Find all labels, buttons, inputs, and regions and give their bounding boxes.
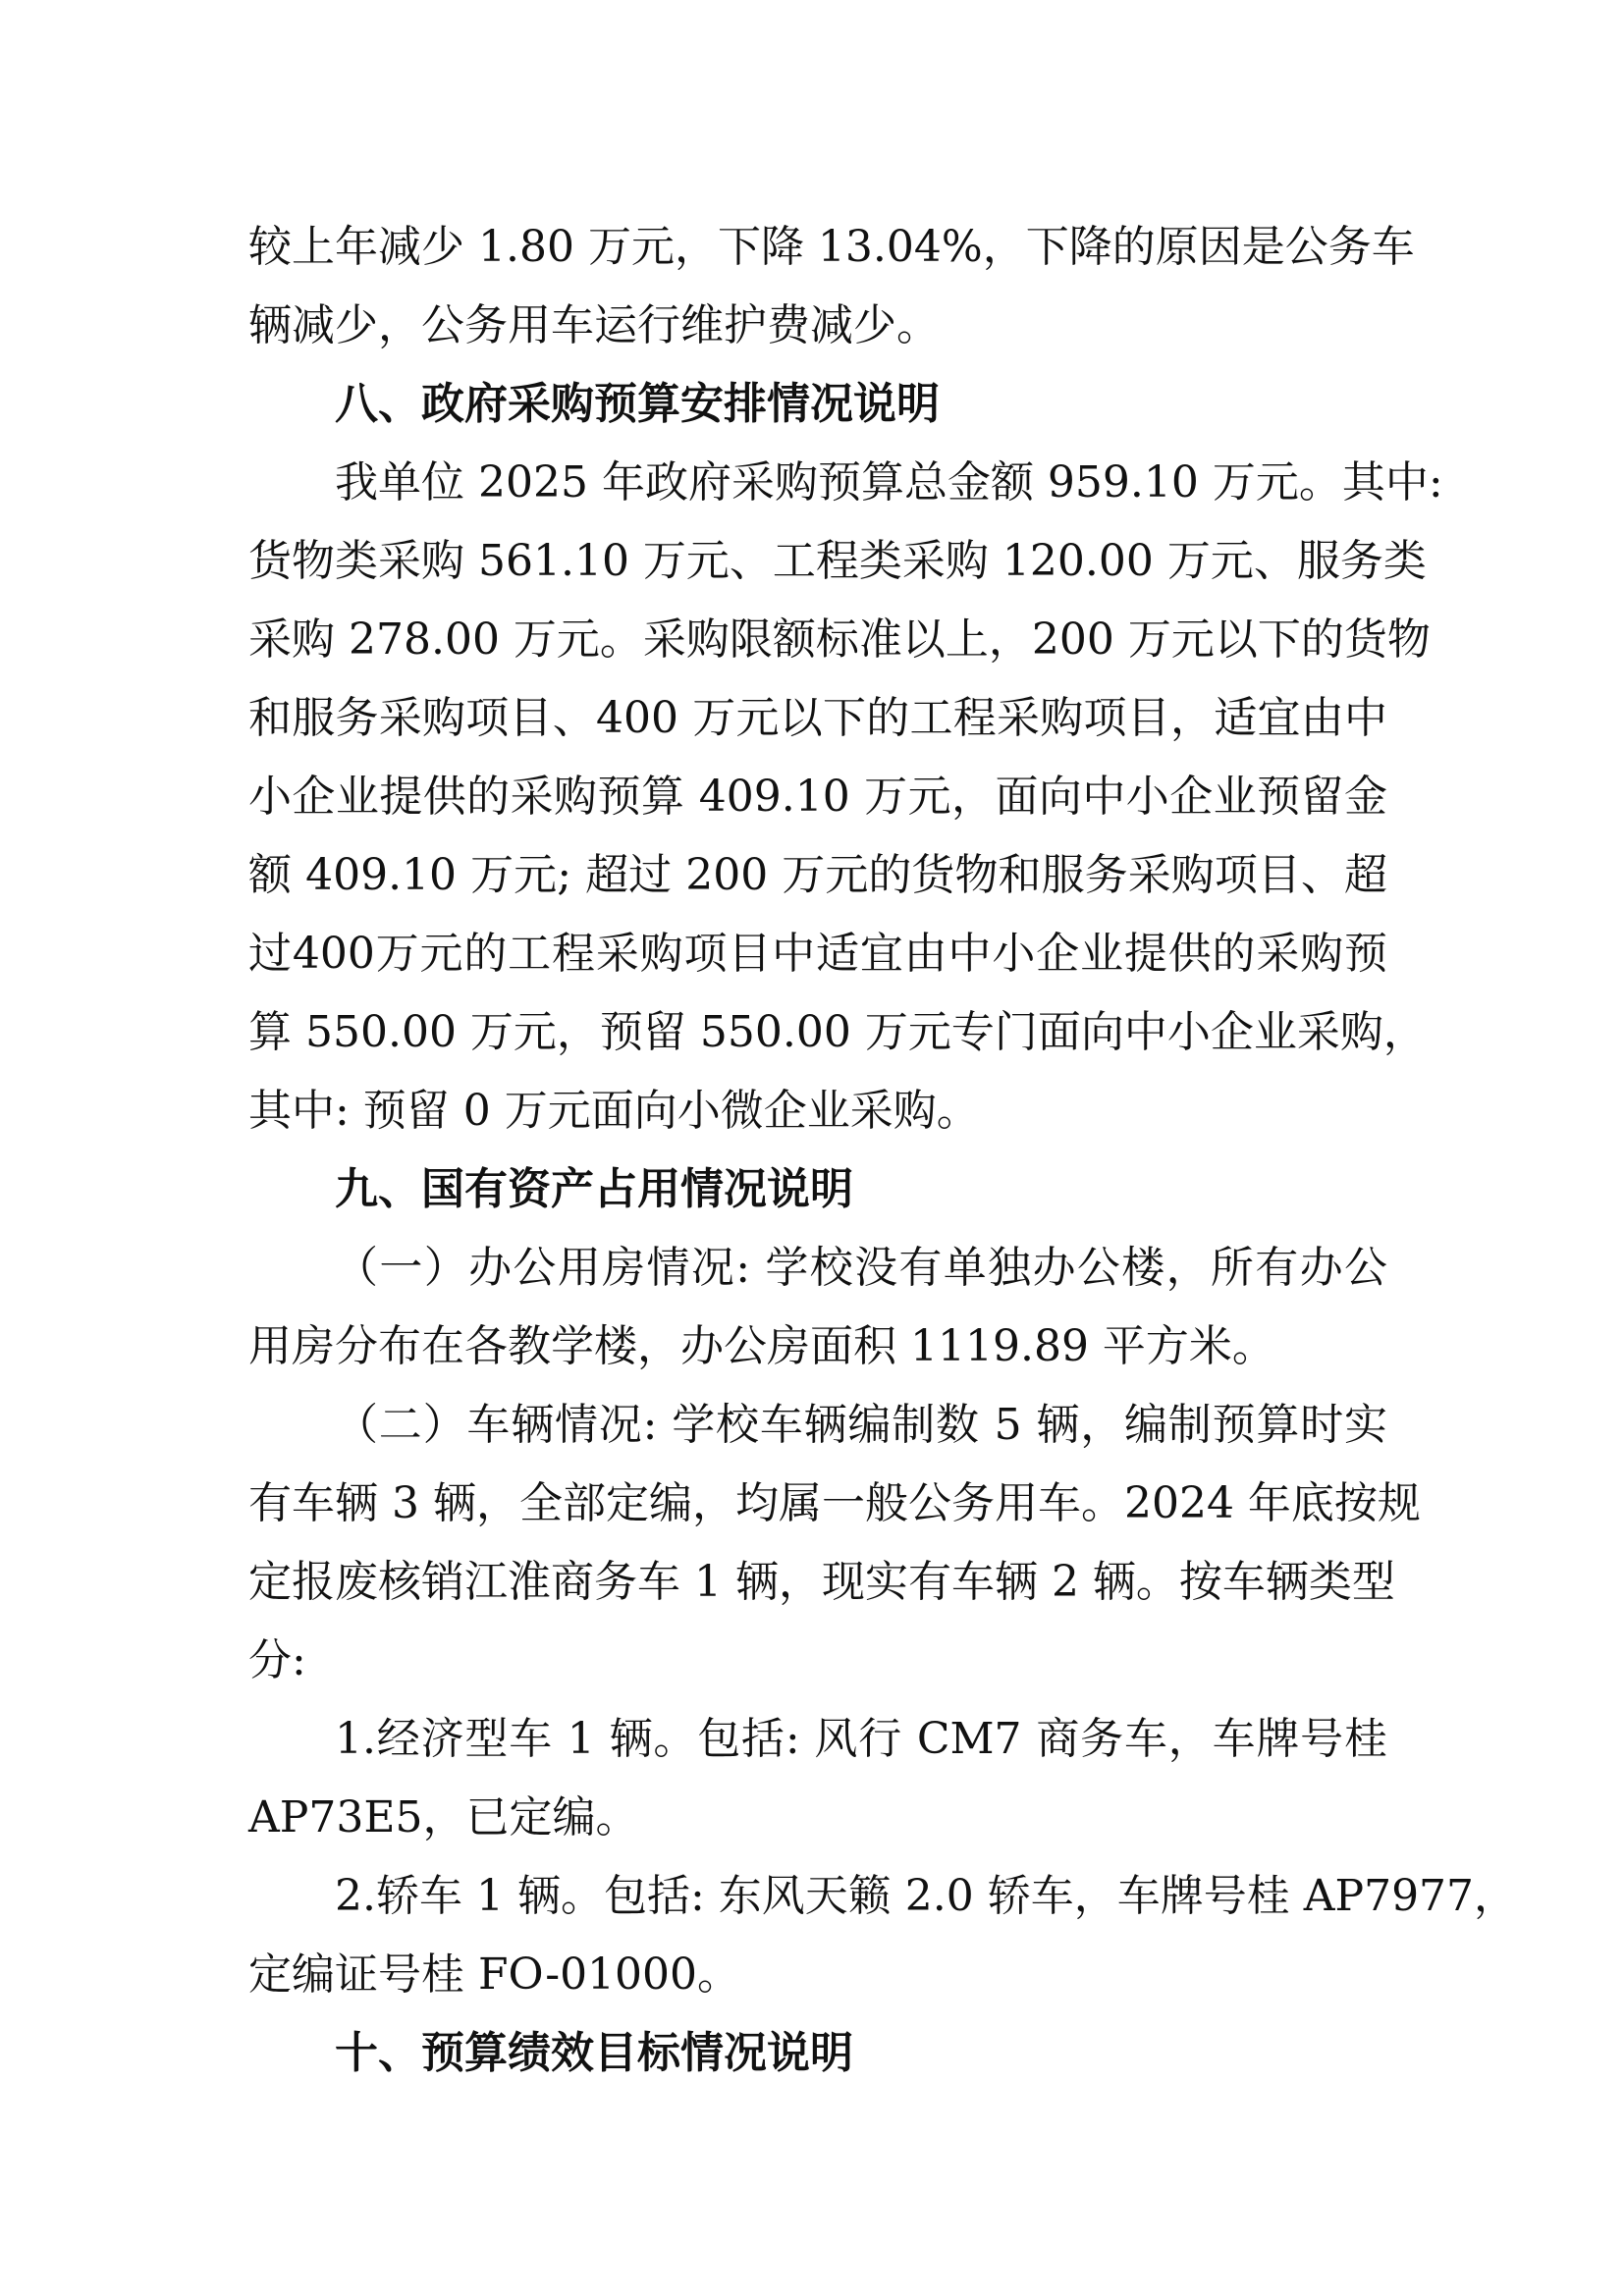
paragraph-line: 过400万元的工程采购项目中适宜由中小企业提供的采购预 bbox=[248, 929, 1387, 979]
paragraph-line: 分: bbox=[248, 1635, 306, 1685]
paragraph-line: 有车辆 3 辆，全部定编，均属一般公务用车。2024 年底按规 bbox=[248, 1478, 1421, 1528]
paragraph-line: 定编证号桂 FO-01000。 bbox=[248, 1949, 741, 2000]
document-body bbox=[248, 208, 1518, 2093]
paragraph-line: 和服务采购项目、400 万元以下的工程采购项目，适宜由中 bbox=[248, 693, 1387, 743]
paragraph-line: AP73E5，已定编。 bbox=[248, 1792, 639, 1842]
paragraph-line: 采购 278.00 万元。采购限额标准以上，200 万元以下的货物 bbox=[248, 614, 1431, 665]
paragraph-line: 小企业提供的采购预算 409.10 万元，面向中小企业预留金 bbox=[248, 772, 1387, 822]
paragraph-line: 算 550.00 万元，预留 550.00 万元专门面向中小企业采购， bbox=[248, 1007, 1427, 1057]
paragraph-line: （一）办公用房情况: 学校没有单独办公楼，所有办公 bbox=[335, 1243, 1387, 1293]
paragraph-line: 2.轿车 1 辆。包括: 东风天籁 2.0 轿车，车牌号桂 AP7977， bbox=[335, 1871, 1518, 1921]
paragraph-line: 我单位 2025 年政府采购预算总金额 959.10 万元。其中: bbox=[335, 457, 1443, 507]
section-heading: 十、预算绩效目标情况说明 bbox=[335, 2028, 853, 2078]
section-heading: 八、政府采购预算安排情况说明 bbox=[335, 379, 940, 429]
section-heading: 九、国有资产占用情况说明 bbox=[335, 1164, 853, 1214]
paragraph-line: 辆减少，公务用车运行维护费减少。 bbox=[248, 300, 940, 350]
paragraph-line: 1.经济型车 1 辆。包括: 风行 CM7 商务车，车牌号桂 bbox=[335, 1714, 1387, 1764]
paragraph-line: 用房分布在各教学楼，办公房面积 1119.89 平方米。 bbox=[248, 1321, 1275, 1371]
paragraph-line: 其中: 预留 0 万元面向小微企业采购。 bbox=[248, 1086, 980, 1136]
paragraph-line: 较上年减少 1.80 万元，下降 13.04%，下降的原因是公务车 bbox=[248, 222, 1415, 272]
paragraph-line: （二）车辆情况: 学校车辆编制数 5 辆，编制预算时实 bbox=[335, 1400, 1387, 1450]
paragraph-line: 额 409.10 万元; 超过 200 万元的货物和服务采购项目、超 bbox=[248, 850, 1387, 900]
paragraph-line: 定报废核销江淮商务车 1 辆，现实有车辆 2 辆。按车辆类型 bbox=[248, 1557, 1395, 1607]
paragraph-line: 货物类采购 561.10 万元、工程类采购 120.00 万元、服务类 bbox=[248, 536, 1427, 586]
